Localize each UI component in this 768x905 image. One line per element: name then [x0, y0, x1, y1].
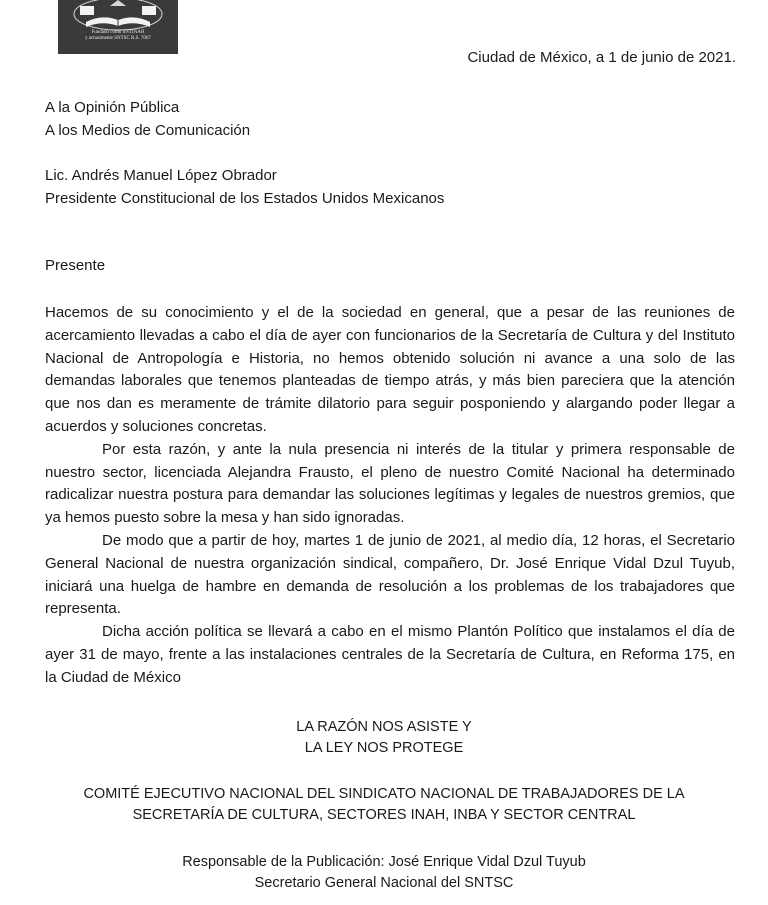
recipient [45, 164, 444, 210]
publication-responsible [0, 852, 768, 894]
body-paragraph-2: Por esta razón, y ante la nula presencia ni interés de la titular y primera responsable de nuestro sector, licenciada Alejandra Frausto, el pleno de nuestro Comité Nacional ha determinado radicalizar nuestra postura para demandar las soluciones legítimas y legales de nuestros gremios, que ya hemos puesto sobre la mesa y han sido ignoradas. [45, 440, 735, 527]
committee-line1: COMITÉ EJECUTIVO NACIONAL DEL SINDICATO NACIONAL DE TRABAJADORES DE LA [83, 786, 685, 802]
motto [0, 717, 768, 759]
greeting: Presente [45, 257, 106, 274]
union-logo [58, 0, 178, 54]
responsible-line2: Secretario General Nacional del SNTSC [254, 875, 514, 891]
addressees [45, 96, 250, 142]
motto-line1: LA RAZÓN NOS ASISTE Y [296, 719, 472, 735]
committee-line2: SECRETARÍA DE CULTURA, SECTORES INAH, INBA Y SECTOR CENTRAL [132, 807, 636, 823]
logo-caption-line2: y actualmente SNTSC R.S. 7067 [85, 36, 151, 41]
recipient-name: Lic. Andrés Manuel López Obrador [45, 167, 277, 184]
body-paragraph-1: Hacemos de su conocimiento y el de la sociedad en general, que a pesar de las reuniones de acercamiento llevadas a cabo el día de ayer con funcionarios de la Secretaría de Cultura y del Instituto Nacional de Antropología e Historia, no hemos obtenido solución ni avance a una solo de las demandas laborales que tenemos planteadas de tiempo atrás, y más bien pareciera que la atención que nos dan es meramente de trámite dilatorio para seguir posponiendo y alargando poder llegar a acuerdos y soluciones concretas. [45, 304, 735, 435]
responsible-line1: Responsable de la Publicación: José Enrique Vidal Dzul Tuyub [182, 854, 586, 870]
addressee-line2: A los Medios de Comunicación [45, 122, 251, 139]
committee-signature [0, 784, 768, 826]
letter-body [45, 302, 735, 690]
motto-line2: LA LEY NOS PROTEGE [304, 740, 464, 756]
addressee-line1: A la Opinión Pública [45, 99, 180, 116]
book-emblem-icon [58, 0, 178, 54]
letter-date: Ciudad de México, a 1 de junio de 2021. [467, 49, 736, 66]
recipient-title: Presidente Constitucional de los Estados Unidos Mexicanos [45, 190, 445, 207]
body-paragraph-3: De modo que a partir de hoy, martes 1 de junio de 2021, al medio día, 12 horas, el Secretario General Nacional de nuestra organización sindical, compañero, Dr. José Enrique Vidal Dzul Tuyub, iniciará una huelga de hambre en demanda de resolución a los problemas de los trabajadores que representa. [45, 531, 735, 618]
body-paragraph-4: Dicha acción política se llevará a cabo en el mismo Plantón Político que instalamos el día de ayer 31 de mayo, frente a las instalaciones centrales de la Secretaría de Cultura, en Reforma 175, en la Ciudad de México [45, 623, 735, 686]
logo-caption-line1: Fundado como SNTINAH [91, 30, 145, 35]
